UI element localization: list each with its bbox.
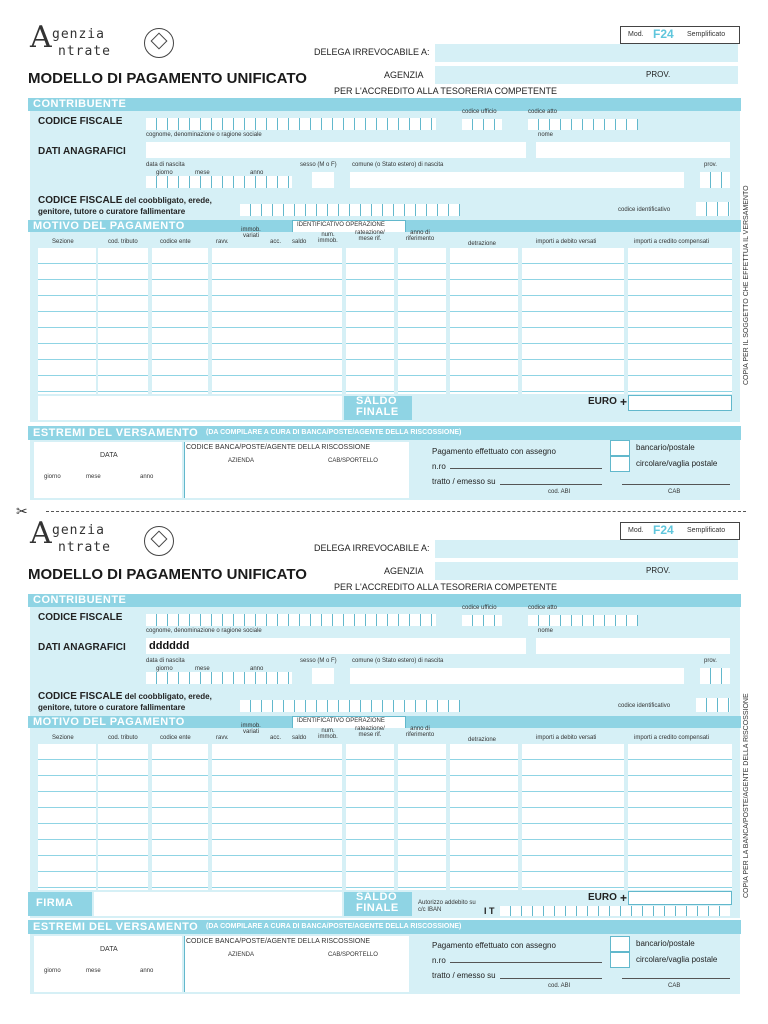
contribuente-bar-label: CONTRIBUENTE: [33, 98, 127, 110]
nome-label: nome: [538, 628, 554, 634]
codice-banca-label: CODICE BANCA/POSTE/AGENTE DELLA RISCOSSIONE: [186, 444, 370, 451]
estremi-giorno: giorno: [44, 968, 61, 974]
logo-text-line2: ntrate: [58, 540, 111, 555]
contribuente-bar: [28, 594, 741, 607]
contribuente-bar: [28, 98, 741, 111]
col-rateazione: rateazione/ mese rif.: [355, 726, 385, 738]
mod-suffix: Semplificato: [687, 31, 726, 38]
col-saldo: saldo: [292, 735, 307, 741]
circolare-checkbox[interactable]: [610, 456, 630, 472]
comune-label: comune (o Stato estero) di nascita: [352, 162, 444, 168]
agenzia-field[interactable]: [435, 66, 738, 84]
plus-sign: +: [620, 395, 628, 409]
mese-label: mese: [195, 170, 210, 176]
row-col-sep: [148, 248, 152, 394]
row-col-sep: [518, 248, 522, 394]
col-anno-rif: anno di riferimento: [405, 230, 435, 242]
col-debito: importi a debito versati: [536, 735, 597, 741]
estremi-data-label: DATA: [100, 946, 118, 953]
estremi-bar: [28, 920, 741, 934]
cod-abi-label: cod. ABI: [548, 983, 571, 989]
codice-ufficio-label: codice ufficio: [462, 109, 497, 115]
bancario-checkbox[interactable]: [610, 936, 630, 952]
side-text-copy2: COPIA PER LA BANCA/POSTE/AGENTE DELLA RISCOSSIONE: [743, 693, 750, 899]
iban-field[interactable]: [500, 906, 730, 916]
nro-line: [450, 962, 602, 963]
bancario-label: bancario/postale: [636, 939, 695, 948]
cab-sportello-label: CAB/SPORTELLO: [328, 952, 378, 958]
dati-anagrafici-value: dddddd: [149, 640, 190, 652]
plus-sign: +: [620, 891, 628, 905]
side-text-copy1: COPIA PER IL SOGGETTO CHE EFFETTUA IL VERSAMENTO: [743, 185, 750, 385]
estremi-bar-note: (DA COMPILARE A CURA DI BANCA/POSTE/AGENTE DELLA RISCOSSIONE): [206, 923, 462, 930]
logo-text-line1: genzia: [52, 523, 105, 538]
giorno-label: giorno: [156, 170, 173, 176]
autorizzo-label: Autorizzo addebito su c/c IBAN: [418, 900, 476, 913]
col-cod-tributo: cod. tributo: [108, 735, 138, 741]
cf-coobbligato-bold: CODICE FISCALE: [38, 195, 123, 206]
data-nascita-field[interactable]: [146, 672, 292, 684]
delega-label: DELEGA IRREVOCABILE A:: [314, 543, 430, 553]
col-num-immob: num. immob.: [318, 232, 338, 244]
agenzia-field[interactable]: [435, 562, 738, 580]
tratto-label: tratto / emesso su: [432, 971, 496, 980]
cognome-label: cognome, denominazione o ragione sociale: [146, 628, 262, 634]
nome-field[interactable]: [536, 142, 730, 158]
motivo-bar-label: MOTIVO DEL PAGAMENTO: [33, 220, 185, 232]
col-saldo: saldo: [292, 239, 307, 245]
tratto-line: [500, 484, 602, 485]
col-anno-rif: anno di riferimento: [405, 726, 435, 738]
motivo-bar-label: MOTIVO DEL PAGAMENTO: [33, 716, 185, 728]
bancario-checkbox[interactable]: [610, 440, 630, 456]
sesso-field[interactable]: [312, 172, 334, 188]
cf-coobbligato-rest: del coobbligato, erede,: [122, 692, 212, 701]
row-col-sep: [394, 248, 398, 394]
cf-coobbligato-bold: CODICE FISCALE: [38, 691, 123, 702]
mod-prefix: Mod.: [628, 31, 644, 38]
saldo-finale-box: [344, 892, 412, 916]
codice-fiscale-label: CODICE FISCALE: [38, 612, 123, 623]
codice-banca-label: CODICE BANCA/POSTE/AGENTE DELLA RISCOSSIONE: [186, 938, 370, 945]
assegno-label: Pagamento effettuato con assegno: [432, 941, 556, 950]
firma-label: FIRMA: [36, 897, 74, 909]
republic-emblem-icon: [144, 526, 174, 556]
logo-initial-a: A: [30, 516, 52, 551]
circolare-label: circolare/vaglia postale: [636, 459, 718, 468]
row-col-sep: [518, 744, 522, 890]
mod-box: [620, 522, 740, 540]
cf-coobbligato-label: [38, 195, 212, 206]
prov-nascita-label: prov.: [704, 658, 717, 664]
delega-field[interactable]: [435, 540, 738, 558]
mod-box: [620, 26, 740, 44]
dati-anagrafici-label: DATI ANAGRAFICI: [38, 642, 126, 653]
col-acc: acc.: [270, 239, 282, 245]
row-col-sep: [446, 744, 450, 890]
data-box[interactable]: [34, 442, 182, 498]
cognome-field[interactable]: [146, 638, 526, 654]
cab-sportello-label: CAB/SPORTELLO: [328, 458, 378, 464]
codice-fiscale-field[interactable]: [146, 118, 436, 130]
nome-field[interactable]: [536, 638, 730, 654]
cf-coobbligato-line2: genitore, tutore o curatore fallimentare: [38, 207, 186, 216]
cf-coobbligato-label: [38, 691, 212, 702]
dati-anagrafici-label: DATI ANAGRAFICI: [38, 146, 126, 157]
firma-field[interactable]: [94, 892, 342, 916]
col-credito: importi a credito compensati: [634, 735, 710, 741]
sesso-label: sesso (M o F): [300, 658, 337, 664]
estremi-bar: [28, 426, 741, 440]
col-detrazione: detrazione: [468, 241, 497, 247]
mod-code: F24: [653, 523, 674, 537]
codice-ufficio-label: codice ufficio: [462, 605, 497, 611]
cab-label: CAB: [668, 983, 681, 989]
prov-nascita-field[interactable]: [700, 172, 730, 188]
col-codice-ente: codice ente: [160, 735, 191, 741]
estremi-anno: anno: [140, 474, 154, 480]
estremi-bar-note: (DA COMPILARE A CURA DI BANCA/POSTE/AGENTE DELLA RISCOSSIONE): [206, 429, 462, 436]
circolare-checkbox[interactable]: [610, 952, 630, 968]
form-copy-2: [0, 496, 768, 996]
sesso-field[interactable]: [312, 668, 334, 684]
codice-ufficio-field[interactable]: [462, 119, 502, 130]
mod-code: F24: [653, 27, 674, 41]
cod-abi-label: cod. ABI: [548, 489, 571, 495]
agenzia-label: AGENZIA: [384, 566, 424, 576]
col-ravv: ravv.: [216, 735, 229, 741]
iban-prefix: I T: [484, 906, 495, 916]
col-acc: acc.: [270, 735, 282, 741]
euro-label: EURO: [588, 396, 617, 407]
data-nascita-field[interactable]: [146, 176, 292, 188]
row-col-sep: [342, 744, 346, 890]
saldo-finale-box: [344, 396, 412, 420]
row-col-sep: [96, 248, 98, 394]
accredito-label: PER L'ACCREDITO ALLA TESORERIA COMPETENTE: [334, 582, 557, 592]
estremi-mese: mese: [86, 474, 101, 480]
codice-atto-field[interactable]: [528, 615, 638, 626]
form-title: MODELLO DI PAGAMENTO UNIFICATO: [28, 566, 307, 583]
estremi-giorno: giorno: [44, 474, 61, 480]
euro-label: EURO: [588, 892, 617, 903]
delega-label: DELEGA IRREVOCABILE A:: [314, 47, 430, 57]
logo-text-line2: ntrate: [58, 44, 111, 59]
cab-line: [622, 978, 730, 979]
col-sezione: Sezione: [52, 735, 74, 741]
col-credito: importi a credito compensati: [634, 239, 710, 245]
form-copy-1: [0, 0, 768, 500]
contribuente-bar-label: CONTRIBUENTE: [33, 594, 127, 606]
scissors-icon: ✂: [16, 503, 28, 519]
row-col-sep: [394, 744, 398, 890]
saldo-left-field: [38, 396, 342, 420]
cf-coobbligato-field[interactable]: [240, 700, 460, 712]
codice-identificativo-field[interactable]: [696, 698, 730, 712]
col-sezione: Sezione: [52, 239, 74, 245]
data-nascita-label: data di nascita: [146, 658, 185, 664]
cf-coobbligato-line2: genitore, tutore o curatore fallimentare: [38, 703, 186, 712]
estremi-data-label: DATA: [100, 452, 118, 459]
row-col-sep: [208, 248, 212, 394]
row-col-sep: [208, 744, 212, 890]
codice-identificativo-label: codice identificativo: [618, 207, 671, 213]
azienda-label: AZIENDA: [228, 458, 255, 464]
republic-emblem-icon: [144, 28, 174, 58]
col-ravv: ravv.: [216, 239, 229, 245]
estremi-bar-label: ESTREMI DEL VERSAMENTO: [33, 427, 199, 439]
prov-label: PROV.: [646, 566, 671, 575]
nome-label: nome: [538, 132, 554, 138]
row-col-sep: [96, 744, 98, 890]
estremi-mese: mese: [86, 968, 101, 974]
codice-identificativo-field[interactable]: [696, 202, 730, 216]
codice-fiscale-label: CODICE FISCALE: [38, 116, 123, 127]
cf-coobbligato-field[interactable]: [240, 204, 460, 216]
col-rateazione: rateazione/ mese rif.: [355, 230, 385, 242]
row-col-sep: [624, 744, 628, 890]
codice-atto-field[interactable]: [528, 119, 638, 130]
prov-label: PROV.: [646, 70, 671, 79]
comune-field[interactable]: [350, 172, 684, 188]
row-col-sep: [342, 248, 346, 394]
data-box[interactable]: [34, 936, 182, 992]
mod-prefix: Mod.: [628, 527, 644, 534]
row-col-sep: [148, 744, 152, 890]
row-col-sep: [446, 248, 450, 394]
cognome-field[interactable]: [146, 142, 526, 158]
nro-line: [450, 468, 602, 469]
form-title: MODELLO DI PAGAMENTO UNIFICATO: [28, 70, 307, 87]
prov-nascita-field[interactable]: [700, 668, 730, 684]
saldo-finale-label: SALDO FINALE: [356, 395, 399, 418]
prov-nascita-label: prov.: [704, 162, 717, 168]
comune-field[interactable]: [350, 668, 684, 684]
col-cod-tributo: cod. tributo: [108, 239, 138, 245]
col-immob-variati: immob. variati: [241, 723, 261, 735]
data-nascita-label: data di nascita: [146, 162, 185, 168]
tratto-line: [500, 978, 602, 979]
col-num-immob: num. immob.: [318, 728, 338, 740]
codice-identificativo-label: codice identificativo: [618, 703, 671, 709]
mese-label: mese: [195, 666, 210, 672]
logo-initial-a: A: [30, 20, 52, 55]
codice-ufficio-field[interactable]: [462, 615, 502, 626]
identificativo-label: IDENTIFICATIVO OPERAZIONE: [297, 222, 385, 228]
codice-fiscale-field[interactable]: [146, 614, 436, 626]
saldo-total-field[interactable]: [628, 891, 732, 905]
identificativo-label: IDENTIFICATIVO OPERAZIONE: [297, 718, 385, 724]
cf-coobbligato-rest: del coobbligato, erede,: [122, 196, 212, 205]
logo-text-line1: genzia: [52, 27, 105, 42]
azienda-label: AZIENDA: [228, 952, 255, 958]
estremi-anno: anno: [140, 968, 154, 974]
sesso-label: sesso (M o F): [300, 162, 337, 168]
circolare-label: circolare/vaglia postale: [636, 955, 718, 964]
cognome-label: cognome, denominazione o ragione sociale: [146, 132, 262, 138]
codice-atto-label: codice atto: [528, 109, 558, 115]
cab-line: [622, 484, 730, 485]
nro-label: n.ro: [432, 462, 446, 471]
cab-label: CAB: [668, 489, 681, 495]
estremi-bar-label: ESTREMI DEL VERSAMENTO: [33, 921, 199, 933]
tratto-label: tratto / emesso su: [432, 477, 496, 486]
col-codice-ente: codice ente: [160, 239, 191, 245]
bancario-label: bancario/postale: [636, 443, 695, 452]
mod-suffix: Semplificato: [687, 527, 726, 534]
nro-label: n.ro: [432, 956, 446, 965]
assegno-label: Pagamento effettuato con assegno: [432, 447, 556, 456]
codice-atto-label: codice atto: [528, 605, 558, 611]
saldo-total-field[interactable]: [628, 395, 732, 411]
anno-label: anno: [250, 666, 264, 672]
agenzia-label: AGENZIA: [384, 70, 424, 80]
giorno-label: giorno: [156, 666, 173, 672]
col-detrazione: detrazione: [468, 737, 497, 743]
accredito-label: PER L'ACCREDITO ALLA TESORERIA COMPETENTE: [334, 86, 557, 96]
firma-bar: [28, 892, 92, 916]
col-immob-variati: immob. variati: [241, 227, 261, 239]
comune-label: comune (o Stato estero) di nascita: [352, 658, 444, 664]
saldo-finale-label: SALDO FINALE: [356, 891, 399, 914]
delega-field[interactable]: [435, 44, 738, 62]
col-debito: importi a debito versati: [536, 239, 597, 245]
anno-label: anno: [250, 170, 264, 176]
row-col-sep: [624, 248, 628, 394]
